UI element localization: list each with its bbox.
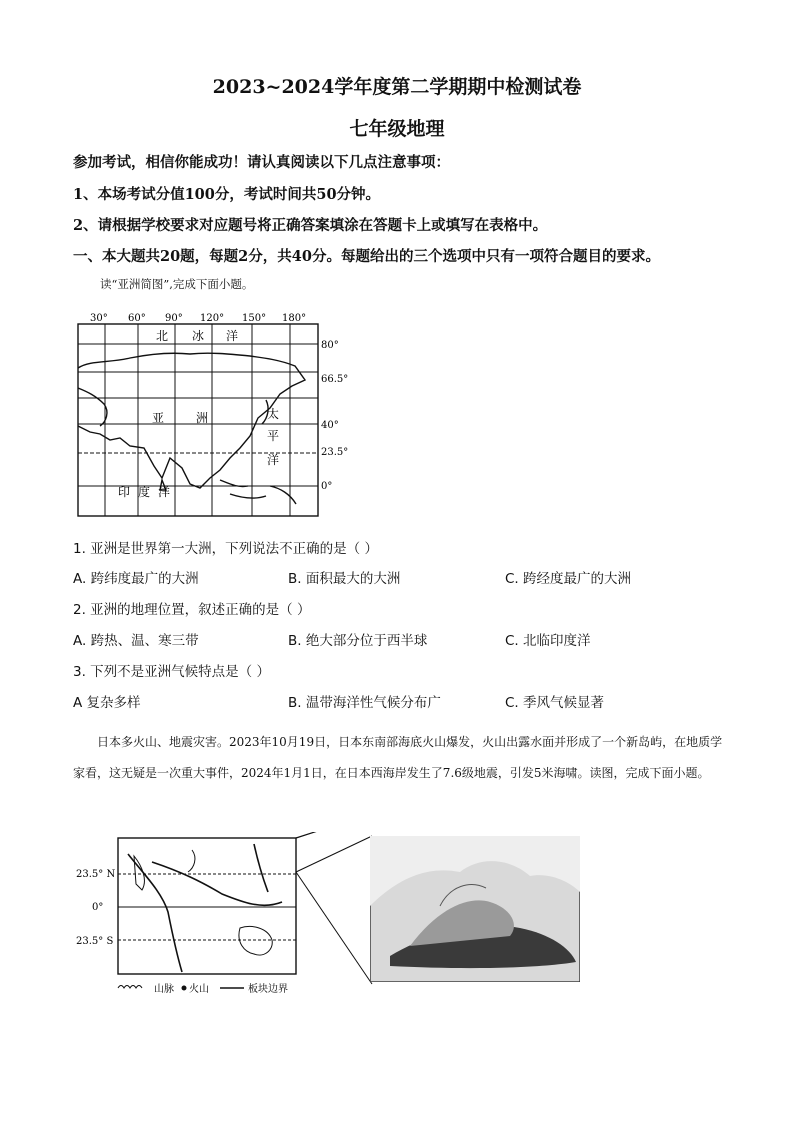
map-label: 冰 (192, 329, 205, 343)
lon-label: 90° (165, 313, 183, 324)
question-1-option-c[interactable]: C. 跨经度最广的大洲 (505, 571, 632, 587)
question-1-option-b[interactable]: B. 面积最大的大洲 (288, 571, 401, 587)
question-2-option-c[interactable]: C. 北临印度洋 (505, 633, 591, 649)
question-2-stem: 2. 亚洲的地理位置，叙述正确的是（ ） (73, 602, 311, 618)
passage-line: 发5米海啸。读图，完成下面小题。 (521, 766, 710, 780)
lat-label: 0° (321, 481, 333, 492)
map-label: 洋 (267, 453, 280, 467)
asia-map (70, 308, 360, 520)
passage-line: 新岛屿，在地质学家看，这无疑是一次重大事件，2024年1月1日，在日本西海岸发生了7.6级地震，引 (73, 735, 723, 780)
legend-volcano: 火山 (189, 984, 209, 995)
notes-item-2: 2、请根据学校要求对应题号将正确答案填涂在答题卡上或填写在表格中。 (73, 217, 548, 234)
lon-label: 150° (242, 313, 267, 324)
lat-label: 0° (92, 902, 104, 913)
map-instruction: 读“亚洲简图”,完成下面小题。 (100, 277, 254, 291)
question-1-option-a[interactable]: A. 跨纬度最广的大洲 (73, 571, 199, 587)
volcano-icon (182, 986, 187, 991)
map-label: 度 (138, 485, 151, 499)
exam-subtitle: 七年级地理 (349, 118, 445, 140)
lat-label: 23.5° (321, 447, 349, 458)
lon-label: 30° (90, 313, 108, 324)
section-heading: 一、本大题共20题，每题2分，共40分。每题给出的三个选项中只有一项符合题目的要求。 (73, 248, 660, 265)
lat-label: 23.5° S (76, 936, 114, 947)
notes-item-1: 1、本场考试分值100分，考试时间共50分钟。 (73, 186, 381, 203)
question-3-option-a[interactable]: A 复杂多样 (73, 695, 141, 711)
map-label: 亚 (152, 411, 165, 425)
map-label: 北 (156, 329, 169, 343)
mountain-icon (118, 986, 142, 989)
lon-label: 180° (282, 313, 307, 324)
map-label: 印 (118, 485, 131, 499)
question-3-stem: 3. 下列不是亚洲气候特点是（ ） (73, 664, 270, 680)
lat-label: 80° (321, 340, 339, 351)
map-label: 太 (267, 407, 280, 421)
map-label: 洋 (226, 329, 239, 343)
legend-boundary: 板块边界 (248, 984, 288, 995)
question-2-option-a[interactable]: A. 跨热、温、寒三带 (73, 633, 199, 649)
map-label: 平 (267, 429, 280, 443)
legend-mountain: 山脉 (154, 984, 174, 995)
connector-lines (290, 832, 380, 992)
question-3-option-b[interactable]: B. 温带海洋性气候分布广 (288, 695, 441, 711)
lon-label: 120° (200, 313, 225, 324)
lat-label: 40° (321, 420, 339, 431)
exam-title: 2023~2024学年度第二学期期中检测试卷 (212, 76, 582, 98)
lat-label: 66.5° (321, 374, 349, 385)
lon-label: 60° (128, 313, 146, 324)
map-legend (118, 982, 288, 995)
question-2-option-b[interactable]: B. 绝大部分位于西半球 (288, 633, 428, 649)
map-label: 洲 (196, 411, 209, 425)
map-label: 洋 (158, 485, 171, 499)
passage-line: 日本多火山、地震灾害。2023年10月19日，日本东南部海底火山爆发，火山出露水面并形成了一个 (97, 735, 627, 749)
question-3-option-c[interactable]: C. 季风气候显著 (505, 695, 605, 711)
lat-label: 23.5° N (76, 869, 116, 880)
question-1-stem: 1. 亚洲是世界第一大洲，下列说法不正确的是（ ） (73, 541, 378, 557)
notes-intro: 参加考试，相信你能成功！请认真阅读以下几点注意事项： (73, 154, 450, 171)
volcano-island-photo (370, 836, 580, 982)
reading-passage (73, 727, 733, 789)
